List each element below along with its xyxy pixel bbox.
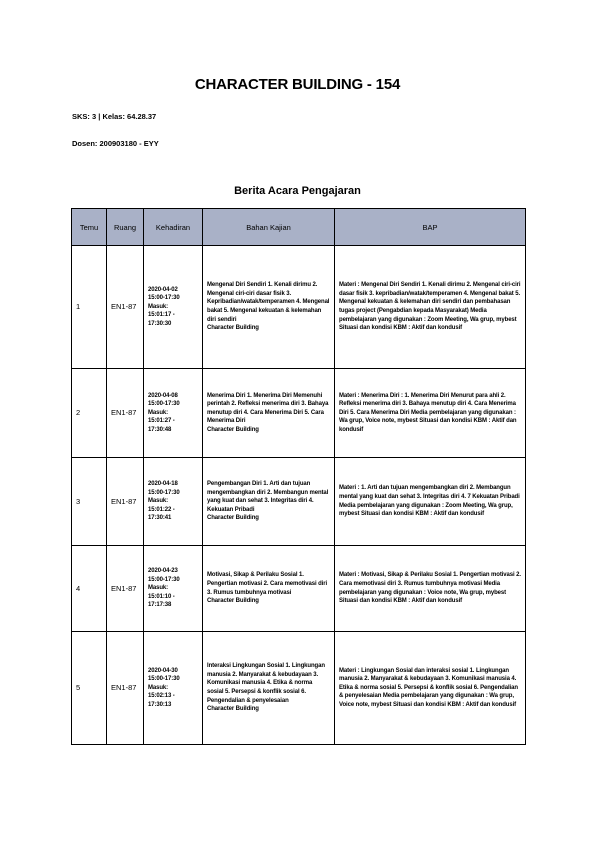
header-ruang: Ruang: [107, 209, 144, 246]
kehadiran-text: 2020-04-30 15:00-17:30 Masuk: 15:02:13 - 17:30:13: [148, 667, 180, 708]
section-title: Berita Acara Pengajaran: [234, 185, 361, 197]
cell-kehadiran: [144, 458, 203, 546]
cell-temu: 1: [72, 246, 107, 369]
cell-bap: [335, 369, 526, 458]
cell-kehadiran: [144, 632, 203, 745]
cell-ruang: EN1-87: [107, 632, 144, 745]
bap-text: Materi : 1. Arti dan tujuan mengembangkan diri 2. Membangun mental yang kuat dan sehat 3. Integritas diri 4. 7 Kekuatan Pribadi Media pembelajaran yang digunakan : Zoom Meeting, Wa grup, mybest Situasi dan kondisi KBM : Aktif dan kondusif: [339, 485, 522, 518]
cell-temu: 2: [72, 369, 107, 458]
bap-text: Materi : Motivasi, Sikap & Perilaku Sosial 1. Pengertian motivasi 2. Cara memotivasi diri 3. Rumus tumbuhnya motivasi Media pembelajaran yang digunakan : Voice note, Wa grup, mybest Situasi dan kondisi KBM : Aktif dan kondusif: [339, 572, 523, 605]
lecturer-info: Dosen: 200903180 - EYY: [72, 139, 159, 148]
cell-bahan-kajian: [203, 458, 335, 546]
cell-ruang: EN1-87: [107, 246, 144, 369]
bahan-kajian-text: Menerima Diri 1. Menerima Diri Memenuhi perintah 2. Refleksi menerima diri 3. Bahaya menutup diri 4. Cara Menerima Diri 5. Cara Menerima Diri Character Building: [207, 392, 329, 433]
table-row: [72, 546, 526, 632]
cell-kehadiran: [144, 546, 203, 632]
kehadiran-text: 2020-04-02 15:00-17:30 Masuk: 15:01:17 - 17:30:30: [148, 286, 180, 327]
cell-ruang: EN1-87: [107, 546, 144, 632]
cell-temu: 3: [72, 458, 107, 546]
cell-bahan-kajian: [203, 546, 335, 632]
kehadiran-text: 2020-04-18 15:00-17:30 Masuk: 15:01:22 - 17:30:41: [148, 481, 180, 522]
cell-ruang: EN1-87: [107, 458, 144, 546]
cell-kehadiran: [144, 246, 203, 369]
teaching-log-table: [71, 208, 526, 745]
bap-text: Materi : Menerima Diri : 1. Menerima Diri Menurut para ahli 2. Refleksi menerima diri 3. Bahaya menutup diri 4. Cara Menerima Diri 5. Cara Menerima Diri Media pembelajaran yang digunakan : Wa grup, Voice note, mybest Situasi dan kondisi KBM : Aktif dan kondusif: [339, 392, 519, 433]
bap-text: Materi : Lingkungan Sosial dan interaksi sosial 1. Lingkungan manusia 2. Manyarakat & kebudayaan 3. Komunikasi manusia 4. Etika & norma sosial 5. Persepsi & konflik sosial 6. Pengendalian & penyelesaian Media pembelajaran yang digunakan : Wa grup, Voice note, mybest Situasi dan kondisi KBM : Aktif dan kondusif: [339, 667, 520, 708]
cell-temu: 5: [72, 632, 107, 745]
table-row: [72, 458, 526, 546]
sks-class-info: SKS: 3 | Kelas: 64.28.37: [72, 112, 157, 121]
bap-text: Materi : Mengenal Diri Sendiri 1. Kenali dirimu 2. Mengenal ciri-ciri dasar fisik 3. kepribadian/watak/temperamen 4. Mengenal bakat 5. Mengenal kekuatan & kelemahan diri sendiri dan pembahasan tugas project (Pengabdian kepada Masyarakat) Media pembelajaran yang digunakan : Zoom Meeting, Wa grup, mybest Situasi dan kondisi KBM : Aktif dan kondusif: [339, 282, 523, 332]
cell-temu: 4: [72, 546, 107, 632]
cell-bap: [335, 632, 526, 745]
table-row: [72, 369, 526, 458]
cell-ruang: EN1-87: [107, 369, 144, 458]
cell-kehadiran: [144, 369, 203, 458]
bahan-kajian-text: Mengenal Diri Sendiri 1. Kenali dirimu 2. Mengenal ciri-ciri dasar fisik 3. Kepribadian/watak/temperamen 4. Mengenal bakat 5. Mengenal kekuatan & kelemahan diri sendiri Character Building: [207, 282, 330, 332]
header-bahan-kajian: Bahan Kajian: [203, 209, 335, 246]
bahan-kajian-text: Pengembangan Diri 1. Arti dan tujuan mengembangkan diri 2. Membangun mental yang kuat dan sehat 3. Integritas diri 4. Kekuatan Pribadi Character Building: [207, 481, 329, 522]
cell-bahan-kajian: [203, 632, 335, 745]
page-title: CHARACTER BUILDING - 154: [194, 76, 401, 93]
cell-bap: [335, 546, 526, 632]
table-row: [72, 246, 526, 369]
table-row: [72, 632, 526, 745]
cell-bap: [335, 246, 526, 369]
kehadiran-text: 2020-04-23 15:00-17:30 Masuk: 15:01:10 - 17:17:38: [148, 568, 180, 609]
bahan-kajian-text: Interaksi Lingkungan Sosial 1. Lingkungan manusia 2. Manyarakat & kebudayaan 3. Komunikasi manusia 4. Etika & norma sosial 5. Persepsi & konflik sosial 6. Pengendalian & penyelesaian Character Building: [207, 663, 325, 713]
kehadiran-text: 2020-04-08 15:00-17:30 Masuk: 15:01:27 - 17:30:48: [148, 392, 180, 433]
bahan-kajian-text: Motivasi, Sikap & Perilaku Sosial 1. Pengertian motivasi 2. Cara memotivasi diri 3. Rumus tumbuhnya motivasi Character Building: [207, 572, 328, 605]
cell-bahan-kajian: [203, 246, 335, 369]
cell-bap: [335, 458, 526, 546]
header-temu: Temu: [72, 209, 107, 246]
header-kehadiran: Kehadiran: [144, 209, 203, 246]
cell-bahan-kajian: [203, 369, 335, 458]
table-header-row: [72, 209, 526, 246]
header-bap: BAP: [335, 209, 526, 246]
